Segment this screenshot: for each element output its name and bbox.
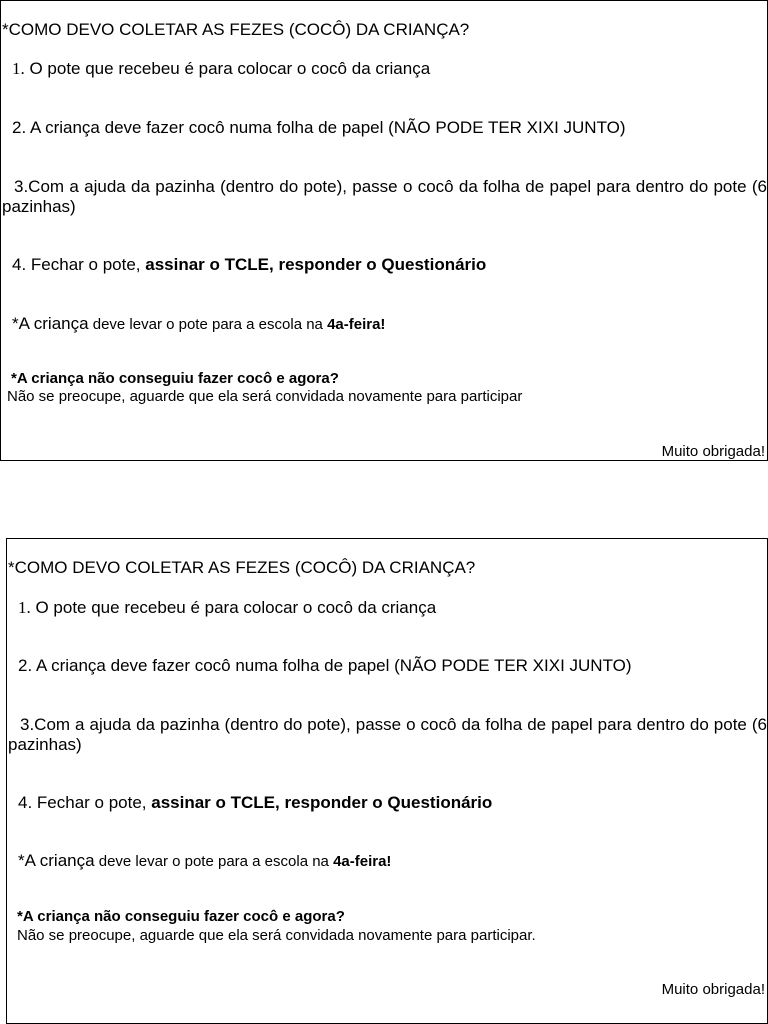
delivery-note bbox=[18, 852, 391, 871]
delivery-note bbox=[12, 315, 385, 334]
no-stool-question-text: *A criança não conseguiu fazer cocô e agora? bbox=[17, 908, 345, 925]
no-stool-answer: Não se preocupe, aguarde que ela será convidada novamente para participar. bbox=[17, 927, 536, 944]
instruction-card-2 bbox=[6, 538, 768, 1024]
thanks-text: Muito obrigada! bbox=[661, 443, 765, 460]
step-1-number: 1. bbox=[12, 59, 25, 78]
delivery-note-prefix: *A bbox=[12, 314, 34, 333]
delivery-note-crianca: criança bbox=[33, 314, 89, 333]
step-4-prefix: 4. Fechar o pote, bbox=[18, 793, 152, 812]
delivery-day: 4a-feira! bbox=[333, 853, 392, 870]
step-1-text: O pote que recebeu é para colocar o cocô da criança bbox=[30, 598, 437, 617]
card-title: *COMO DEVO COLETAR AS FEZES (COCÔ) DA CRIANÇA? bbox=[2, 20, 470, 39]
delivery-note-middle: deve levar o pote para a escola na bbox=[94, 853, 334, 870]
step-1-number: 1. bbox=[18, 598, 31, 617]
step-2: 2. A criança deve fazer cocô numa folha de papel (NÃO PODE TER XIXI JUNTO) bbox=[18, 656, 632, 675]
step-1 bbox=[12, 59, 430, 79]
step-2: 2. A criança deve fazer cocô numa folha de papel (NÃO PODE TER XIXI JUNTO) bbox=[12, 118, 626, 137]
thanks-text: Muito obrigada! bbox=[661, 981, 765, 998]
delivery-note-crianca: criança bbox=[39, 851, 95, 870]
no-stool-question bbox=[17, 908, 345, 926]
delivery-note-middle: deve levar o pote para a escola na bbox=[88, 316, 328, 333]
step-1-text: O pote que recebeu é para colocar o cocô da criança bbox=[24, 59, 431, 78]
no-stool-question bbox=[11, 370, 339, 388]
delivery-day: 4a-feira! bbox=[327, 316, 386, 333]
step-4-bold: assinar o TCLE, responder o Questionário bbox=[151, 793, 493, 812]
no-stool-question-text: *A criança não conseguiu fazer cocô e agora? bbox=[11, 370, 339, 387]
card-title: *COMO DEVO COLETAR AS FEZES (COCÔ) DA CRIANÇA? bbox=[8, 558, 476, 577]
instruction-card-1 bbox=[0, 0, 768, 461]
delivery-note-prefix: *A bbox=[18, 851, 40, 870]
step-4-prefix: 4. Fechar o pote, bbox=[12, 255, 146, 274]
step-4-bold: assinar o TCLE, responder o Questionário bbox=[145, 255, 487, 274]
step-3: 3.Com a ajuda da pazinha (dentro do pote), passe o cocô da folha de papel para dentro do pote (6 pazinhas) bbox=[8, 715, 767, 754]
no-stool-answer: Não se preocupe, aguarde que ela será convidada novamente para participar bbox=[7, 388, 523, 405]
step-4 bbox=[12, 255, 486, 275]
step-1 bbox=[18, 598, 436, 618]
step-4 bbox=[18, 793, 492, 813]
step-3: 3.Com a ajuda da pazinha (dentro do pote), passe o cocô da folha de papel para dentro do pote (6 pazinhas) bbox=[2, 177, 767, 216]
